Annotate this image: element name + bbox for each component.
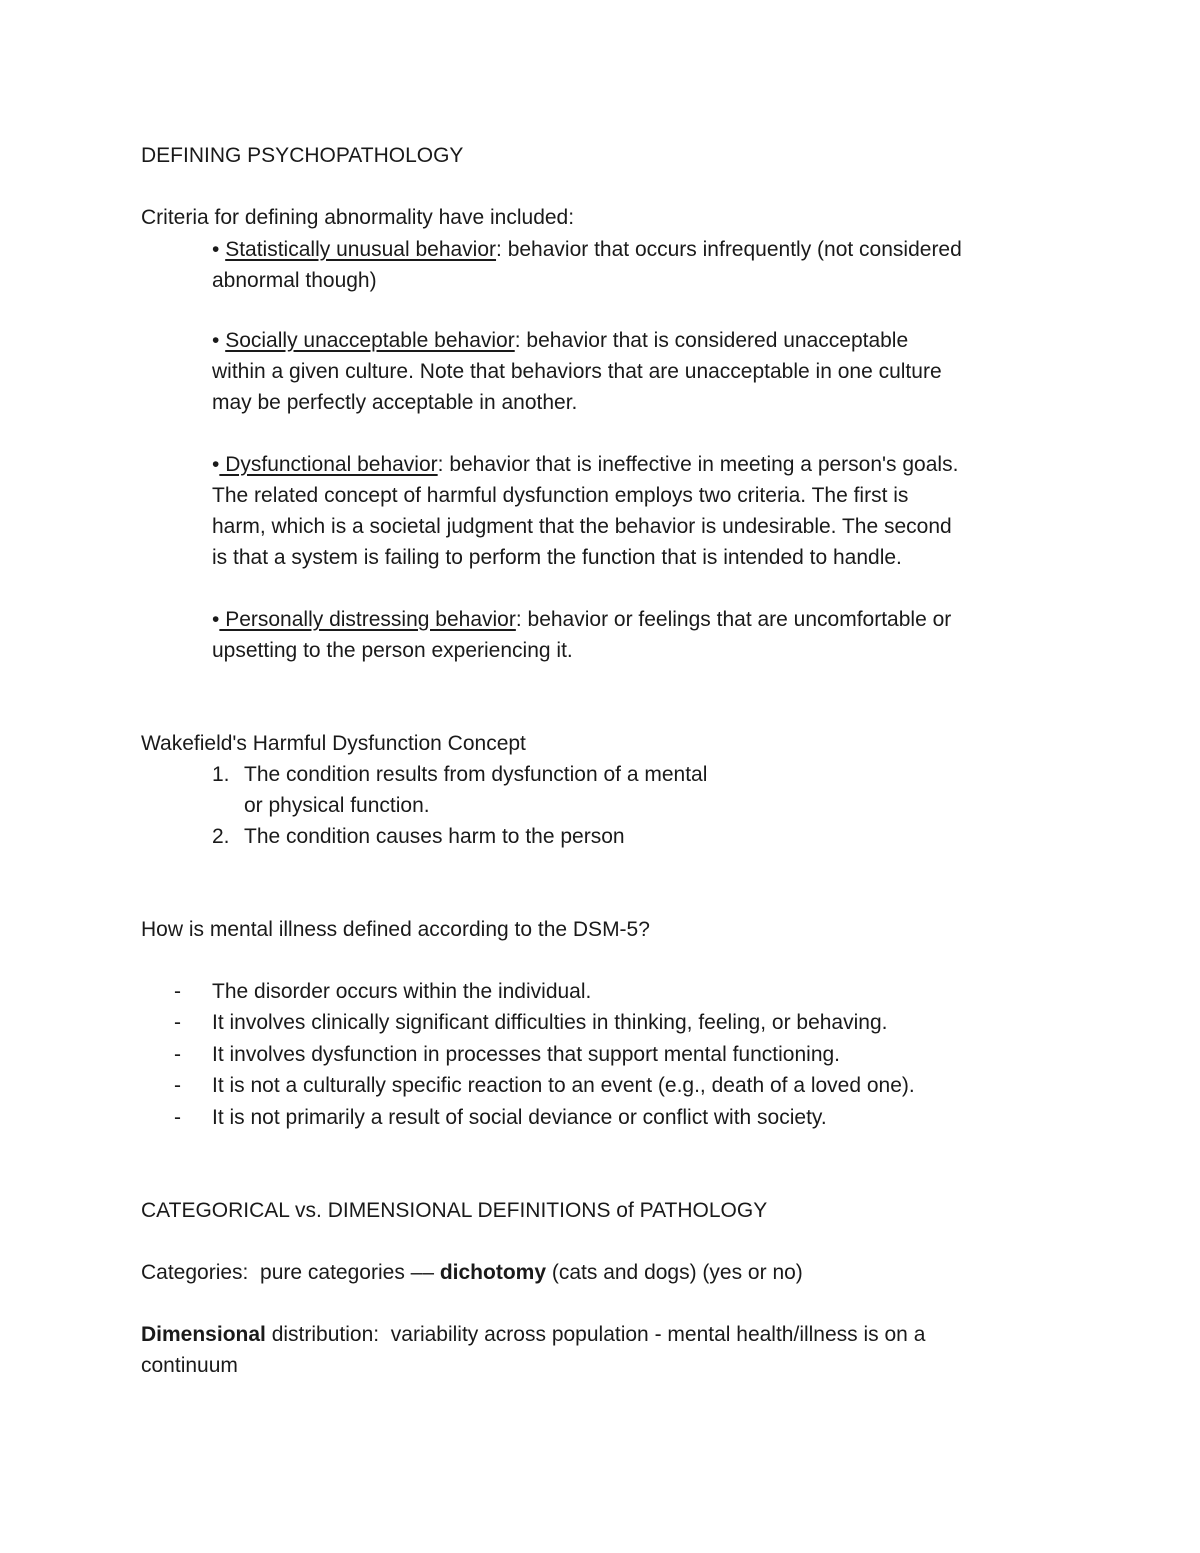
section-heading-wakefield: Wakefield's Harmful Dysfunction Concept <box>141 732 526 755</box>
dash-item <box>174 1102 827 1133</box>
bullet-term: Statistically unusual behavior <box>225 238 497 261</box>
categories-suffix: (cats and dogs) (yes or no) <box>546 1261 803 1284</box>
bullet-item-statistical <box>212 234 962 265</box>
dash-symbol: - <box>174 1011 181 1034</box>
bullet-symbol: • <box>212 329 220 352</box>
dash-symbol: - <box>174 980 181 1003</box>
section-heading-dsm5: How is mental illness defined according to the DSM-5? <box>141 918 650 941</box>
dash-text: The disorder occurs within the individual. <box>212 980 592 1003</box>
bullet-symbol: • <box>212 608 220 631</box>
dimensional-text: distribution: variability across population - mental health/illness is on a <box>265 1323 926 1346</box>
numbered-item-2 <box>212 821 625 852</box>
dash-item <box>174 1039 840 1070</box>
dash-text: It is not primarily a result of social deviance or conflict with society. <box>212 1106 827 1129</box>
bullet-text: : behavior that is considered unacceptable <box>514 329 909 352</box>
bullet-continuation: abnormal though) <box>212 269 377 292</box>
numbered-item-continuation: or physical function. <box>244 794 430 817</box>
bullet-continuation: harm, which is a societal judgment that the behavior is undesirable. The second <box>212 515 952 538</box>
list-text: The condition causes harm to the person <box>244 825 625 848</box>
bullet-symbol: • <box>212 453 220 476</box>
categories-paragraph <box>141 1257 803 1288</box>
bullet-continuation: is that a system is failing to perform the function that is intended to handle. <box>212 546 902 569</box>
bullet-continuation: within a given culture. Note that behaviors that are unacceptable in one culture <box>212 360 942 383</box>
bullet-text: : behavior that is ineffective in meeting a person's goals. <box>437 453 959 476</box>
dichotomy-term: dichotomy <box>439 1261 547 1284</box>
bullet-term: Socially unacceptable behavior <box>225 329 515 352</box>
dash-item <box>174 976 591 1007</box>
bullet-item-social <box>212 325 908 356</box>
bullet-item-distressing <box>212 604 951 635</box>
dash-text: It involves clinically significant difficulties in thinking, feeling, or behaving. <box>212 1011 888 1034</box>
list-number: 2. <box>212 825 230 848</box>
bullet-text: : behavior or feelings that are uncomfortable or <box>515 608 952 631</box>
dash-text: It is not a culturally specific reaction to an event (e.g., death of a loved one). <box>212 1074 915 1097</box>
dash-text: It involves dysfunction in processes that support mental functioning. <box>212 1043 841 1066</box>
bullet-continuation: The related concept of harmful dysfunction employs two criteria. The first is <box>212 484 909 507</box>
numbered-item-1 <box>212 759 707 790</box>
bullet-continuation: may be perfectly acceptable in another. <box>212 391 578 414</box>
dash-item <box>174 1070 915 1101</box>
bullet-text: : behavior that occurs infrequently (not considered <box>496 238 962 261</box>
criteria-intro: Criteria for defining abnormality have included: <box>141 206 575 229</box>
list-number: 1. <box>212 763 230 786</box>
bullet-item-dysfunctional <box>212 449 958 480</box>
list-text: The condition results from dysfunction of a mental <box>244 763 708 786</box>
dimensional-continuation: continuum <box>141 1354 238 1377</box>
dimensional-paragraph <box>141 1319 925 1350</box>
dimensional-term: Dimensional <box>141 1323 266 1346</box>
section-heading-categorical: CATEGORICAL vs. DIMENSIONAL DEFINITIONS of PATHOLOGY <box>141 1199 768 1222</box>
categories-prefix: Categories: pure categories –– <box>141 1261 440 1284</box>
dash-symbol: - <box>174 1106 181 1129</box>
bullet-term: Dysfunctional behavior <box>219 453 438 476</box>
section-heading-defining: DEFINING PSYCHOPATHOLOGY <box>141 144 464 167</box>
bullet-symbol: • <box>212 238 220 261</box>
dash-symbol: - <box>174 1043 181 1066</box>
bullet-continuation: upsetting to the person experiencing it. <box>212 639 573 662</box>
dash-item <box>174 1007 887 1038</box>
dash-symbol: - <box>174 1074 181 1097</box>
bullet-term: Personally distressing behavior <box>219 608 516 631</box>
